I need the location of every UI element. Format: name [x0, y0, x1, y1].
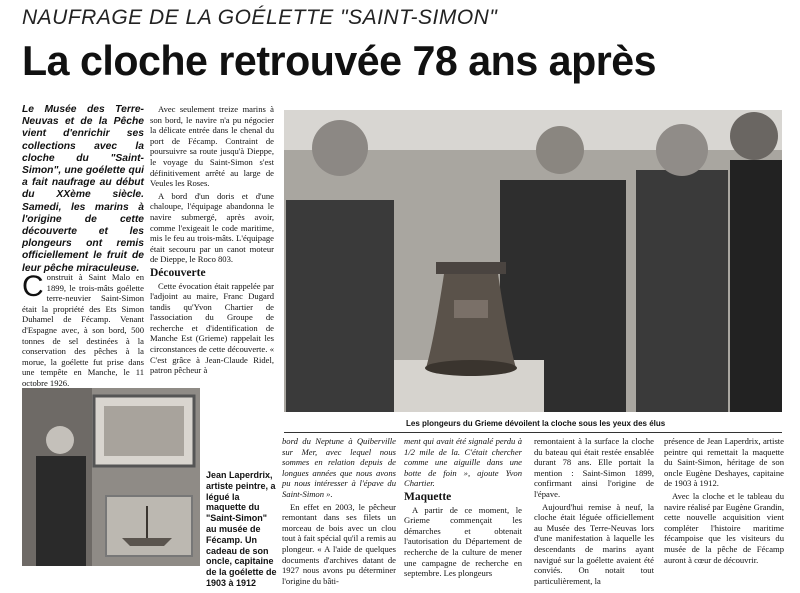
secondary-photo [22, 388, 200, 566]
article-headline: La cloche retrouvée 78 ans après [22, 37, 657, 84]
column-2 [150, 104, 274, 378]
column-1-text: onstruit à Saint Malo en 1899, le trois-mâts goélette terre-neuvier Saint-Simon était la propriété des Ets Simon Duhamel de Fécamp. Venant d'Espagne avec, à son bord, 500 tonnes de sel destinées à la conservation des pêches à la morue, la goélette fut prise dans une tempête en Manche, le 11 octobre 1926. [22, 272, 144, 388]
photo-divers-bell-image [284, 110, 782, 412]
column-3-paragraph-1: bord du Neptune à Quiberville sur Mer, avec lequel nous sommes en relation depuis de longues années que nous avons pu nous intéresser à l'épave du Saint-Simon ». [282, 436, 396, 499]
column-4-paragraph-1: ment qui avait été signalé perdu à 1/2 mile de la. C'était chercher comme une aiguille dans une botte de foin », ajoute Yvon Chartier. [404, 436, 522, 489]
column-4-paragraph-2: A partir de ce moment, le Grieme commençait les démarches et obtenait l'autorisation du Département de recherche de la culture de mener une campagne de recherche en septembre. Les plongeurs [404, 504, 522, 579]
main-photo-caption: Les plongeurs du Grieme dévoilent la cloche sous les yeux des élus [406, 419, 666, 428]
column-6-paragraph-2: Avec la cloche et le tableau du navire réalisé par Eugène Grandin, cette nouvelle acquisition vient compléter l'histoire maritime fécampoise que les visiteurs du musée de la pêche de Fécamp auront à cœur de découvrir. [664, 490, 784, 565]
subheading-decouverte: Découverte [150, 266, 206, 279]
column-5-paragraph-1: remontaient à la surface la cloche du bateau qui était restée ensablée durant 78 ans. Elle portait la mention : Saint-Simon 1899, confirmant ainsi l'origine de l'épave. [534, 436, 654, 499]
subheading-maquette: Maquette [404, 490, 452, 503]
photo-laperdrix-model-image [22, 388, 200, 566]
main-photo [284, 110, 782, 412]
column-3 [282, 436, 396, 588]
column-2-paragraph-2: A bord d'un doris et d'une chaloupe, l'équipage abandonna le navire submergé, après avoir, comme l'exigeait le code maritime, mis le feu au trois-mâts. L'équipage était secouru par un canot moteur de Dieppe, le Roco 803. [150, 190, 274, 265]
lead-paragraph: Le Musée des Terre-Neuvas et de la Pêche vient d'enrichir ses collections avec la cloche du "Saint-Simon", une goélette qui a fait naufrage au début du XXème siècle. Samedi, les marins à l'origine de cette découverte et les plongeurs ont remis officiellement le fruit de leur pêche miraculeuse. [22, 104, 144, 274]
column-5-paragraph-2: Aujourd'hui remise à neuf, la cloche était léguée officiellement au Musée des Terre-Neuvas lors d'une manifestation à laquelle les descendants de marins ayant navigué sur la goélette avaient été conviés. On notait tout particulièrement, la [534, 501, 654, 586]
column-4 [404, 436, 522, 581]
column-3-paragraph-2: En effet en 2003, le pêcheur remontant dans ses filets un morceau de bois avec un clou tout à fait spécial qu'il a remis au plongeur. « A l'aide de quelques documents d'archives datant de 1927 nous avons pu déterminer l'origine du bâti- [282, 501, 396, 586]
divider-rule [284, 432, 782, 433]
column-5 [534, 436, 654, 588]
column-1 [22, 272, 144, 391]
column-2-paragraph-1: Avec seulement treize marins à son bord, le navire n'a pu négocier la délicate entrée dans le chenal du port de Fécamp. Contraint de poursuivre sa route jusqu'à Dieppe, le voyage du Saint-Simon s'est définitivement arrêté au large de Veules les Roses. [150, 104, 274, 189]
column-2-paragraph-3: Cette évocation était rappelée par l'adjoint au maire, Franc Dugard tandis qu'Yvon Chartier de l'association du Groupe de recherche et d'identification de Manche Est (Grieme) rappelait les circonstances de cette découverte. « C'est grâce à Jean-Claude Ridel, patron pêcheur à [150, 280, 274, 376]
column-6 [664, 436, 784, 567]
article-kicker: NAUFRAGE DE LA GOÉLETTE "SAINT-SIMON" [22, 6, 498, 29]
column-6-paragraph-1: présence de Jean Laperdrix, artiste peintre qui remettait la maquette du Saint-Simon, héritage de son oncle Eugène Deshayes, capitaine de 1903 à 1912. [664, 436, 784, 489]
drop-cap: C [22, 270, 44, 303]
secondary-photo-caption: Jean Laperdrix, artiste peintre, a légué la maquette du "Saint-Simon" au musée de Fécamp. Un cadeau de son oncle, capitaine de la goélette de 1903 à 1912 [206, 470, 277, 588]
